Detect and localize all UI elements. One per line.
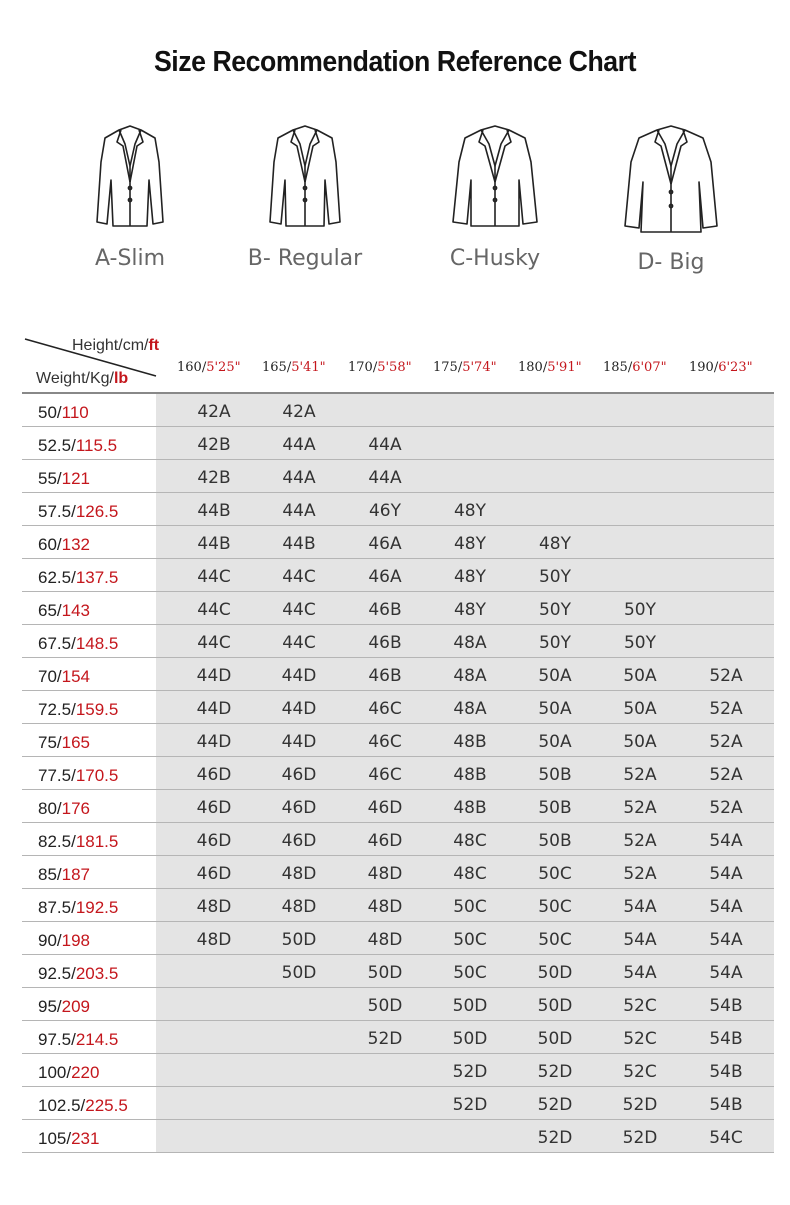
table-row bbox=[22, 790, 774, 823]
weight-kg: 62.5/ bbox=[38, 568, 76, 587]
height-cm: 160/ bbox=[177, 360, 207, 375]
size-cell: 52A bbox=[623, 765, 657, 785]
weight-cell bbox=[22, 955, 156, 987]
column-header-height bbox=[433, 360, 497, 375]
size-cell: 50Y bbox=[538, 600, 572, 620]
size-cell: 50A bbox=[538, 732, 572, 752]
size-cell: 42B bbox=[197, 468, 231, 488]
size-cell: 54A bbox=[623, 963, 657, 983]
weight-cell bbox=[22, 922, 156, 954]
size-cell: 50B bbox=[538, 765, 572, 785]
table-row bbox=[22, 988, 774, 1021]
size-cell: 50C bbox=[453, 963, 487, 983]
size-cell: 50C bbox=[538, 897, 572, 917]
size-cell: 54C bbox=[709, 1128, 743, 1148]
size-cell: 50C bbox=[538, 930, 572, 950]
size-cell: 54B bbox=[709, 1062, 743, 1082]
weight-kg: 70/ bbox=[38, 667, 62, 686]
weight-cell bbox=[22, 625, 156, 657]
size-cell: 50A bbox=[538, 666, 572, 686]
size-cell: 46B bbox=[368, 633, 402, 653]
weight-kg: 87.5/ bbox=[38, 898, 76, 917]
weight-cell bbox=[22, 658, 156, 690]
size-cell: 52D bbox=[367, 1029, 403, 1049]
height-axis-label: Height/cm/ft bbox=[72, 337, 160, 354]
table-row bbox=[22, 427, 774, 460]
size-cell: 46A bbox=[368, 534, 402, 554]
height-ft: 5'74" bbox=[462, 360, 497, 375]
size-cells-background bbox=[156, 394, 774, 426]
size-cell: 52A bbox=[709, 699, 743, 719]
size-cell: 50D bbox=[367, 963, 403, 983]
size-cell: 44D bbox=[196, 699, 232, 719]
size-cell: 44D bbox=[196, 666, 232, 686]
weight-cell bbox=[22, 1120, 156, 1152]
weight-cell bbox=[22, 823, 156, 855]
weight-kg: 90/ bbox=[38, 931, 62, 950]
weight-lb: 143 bbox=[61, 601, 91, 620]
size-cell: 54A bbox=[709, 930, 743, 950]
weight-kg: 55/ bbox=[38, 469, 62, 488]
weight-lb: 115.5 bbox=[75, 436, 118, 455]
size-cell: 52C bbox=[623, 1029, 657, 1049]
size-cell: 44C bbox=[197, 633, 231, 653]
weight-kg: 95/ bbox=[38, 997, 62, 1016]
size-cell: 44C bbox=[282, 633, 316, 653]
size-cell: 50A bbox=[538, 699, 572, 719]
size-cell: 46D bbox=[281, 798, 317, 818]
height-ft: 5'91" bbox=[547, 360, 582, 375]
size-cells-background bbox=[156, 460, 774, 492]
height-cm: 185/ bbox=[603, 360, 633, 375]
weight-kg: 105/ bbox=[38, 1129, 72, 1148]
size-cell: 46D bbox=[196, 864, 232, 884]
size-cell: 46Y bbox=[368, 501, 402, 521]
size-cell: 54A bbox=[709, 897, 743, 917]
table-row bbox=[22, 1120, 774, 1153]
size-cell: 54A bbox=[623, 930, 657, 950]
weight-cell bbox=[22, 559, 156, 591]
weight-kg: 82.5/ bbox=[38, 832, 76, 851]
height-ft: 5'25" bbox=[206, 360, 241, 375]
size-cell: 44C bbox=[282, 600, 316, 620]
weight-lb: 148.5 bbox=[75, 634, 119, 653]
size-cell: 48Y bbox=[453, 501, 487, 521]
size-cell: 52D bbox=[622, 1128, 658, 1148]
column-header-height bbox=[689, 360, 753, 375]
weight-cell bbox=[22, 394, 156, 426]
size-cell: 46A bbox=[368, 567, 402, 587]
size-cell: 50D bbox=[452, 1029, 488, 1049]
size-cell: 46D bbox=[367, 831, 403, 851]
size-cell: 46D bbox=[367, 798, 403, 818]
size-cell: 52D bbox=[537, 1095, 573, 1115]
column-header-height bbox=[348, 360, 412, 375]
jacket-big bbox=[586, 122, 756, 275]
table-row bbox=[22, 691, 774, 724]
size-cell: 44B bbox=[282, 534, 316, 554]
size-cell: 52A bbox=[623, 864, 657, 884]
size-cell: 52D bbox=[537, 1128, 573, 1148]
weight-kg: 75/ bbox=[38, 733, 62, 752]
size-cell: 50B bbox=[538, 798, 572, 818]
weight-cell bbox=[22, 790, 156, 822]
size-cell: 46D bbox=[281, 765, 317, 785]
table-row bbox=[22, 526, 774, 559]
weight-cell bbox=[22, 1087, 156, 1119]
size-cell: 48D bbox=[196, 897, 232, 917]
size-cell: 48Y bbox=[538, 534, 572, 554]
weight-lb: 121 bbox=[61, 469, 91, 488]
size-cell: 48Y bbox=[453, 600, 487, 620]
table-row bbox=[22, 856, 774, 889]
size-cell: 52D bbox=[452, 1095, 488, 1115]
weight-cell bbox=[22, 427, 156, 459]
size-cell: 50C bbox=[538, 864, 572, 884]
size-cell: 44A bbox=[282, 501, 316, 521]
size-cell: 50D bbox=[537, 963, 573, 983]
table-row bbox=[22, 559, 774, 592]
size-cell: 52D bbox=[622, 1095, 658, 1115]
table-row bbox=[22, 889, 774, 922]
height-ft: 6'07" bbox=[632, 360, 667, 375]
size-cell: 48D bbox=[281, 897, 317, 917]
size-cell: 52A bbox=[709, 798, 743, 818]
weight-cell bbox=[22, 889, 156, 921]
size-cell: 44D bbox=[281, 666, 317, 686]
height-cm: 165/ bbox=[262, 360, 292, 375]
size-cell: 44B bbox=[197, 501, 231, 521]
size-cell: 50D bbox=[281, 963, 317, 983]
table-row bbox=[22, 1087, 774, 1120]
jacket-label: D- Big bbox=[637, 250, 705, 275]
weight-kg: 102.5/ bbox=[38, 1096, 86, 1115]
weight-cell bbox=[22, 691, 156, 723]
weight-cell bbox=[22, 526, 156, 558]
size-cell: 52C bbox=[623, 996, 657, 1016]
regular-jacket-icon bbox=[258, 122, 352, 232]
table-header bbox=[22, 330, 774, 392]
table-row bbox=[22, 394, 774, 427]
size-cell: 52D bbox=[452, 1062, 488, 1082]
jacket-label: C-Husky bbox=[449, 246, 541, 271]
size-cells-background bbox=[156, 1120, 774, 1152]
height-cm: 180/ bbox=[518, 360, 548, 375]
size-cell: 44A bbox=[282, 435, 316, 455]
weight-cell bbox=[22, 1021, 156, 1053]
weight-lb: 137.5 bbox=[75, 568, 119, 587]
height-cm: 175/ bbox=[433, 360, 463, 375]
slim-jacket-icon bbox=[85, 122, 175, 232]
size-cell: 54A bbox=[623, 897, 657, 917]
size-cell: 54B bbox=[709, 1095, 743, 1115]
size-cell: 50D bbox=[537, 996, 573, 1016]
size-cell: 48D bbox=[281, 864, 317, 884]
size-cell: 48Y bbox=[453, 567, 487, 587]
table-row bbox=[22, 1054, 774, 1087]
weight-kg: 57.5/ bbox=[38, 502, 76, 521]
jacket-slim bbox=[45, 122, 215, 271]
size-cell: 48C bbox=[453, 864, 487, 884]
table-row bbox=[22, 493, 774, 526]
jacket-husky bbox=[410, 122, 580, 271]
size-cell: 52A bbox=[709, 666, 743, 686]
weight-cell bbox=[22, 988, 156, 1020]
height-ft: 5'41" bbox=[291, 360, 326, 375]
size-cell: 50Y bbox=[538, 633, 572, 653]
table-row bbox=[22, 658, 774, 691]
weight-axis-label: Weight/Kg/lb bbox=[36, 370, 129, 387]
weight-cell bbox=[22, 757, 156, 789]
size-cell: 54A bbox=[709, 963, 743, 983]
weight-lb: 231 bbox=[71, 1129, 100, 1148]
weight-lb: 225.5 bbox=[85, 1096, 128, 1115]
table-row bbox=[22, 922, 774, 955]
weight-cell bbox=[22, 724, 156, 756]
size-cell: 44A bbox=[368, 468, 402, 488]
table-row bbox=[22, 1021, 774, 1054]
size-table bbox=[22, 392, 774, 1153]
size-cell: 48A bbox=[453, 633, 487, 653]
size-cell: 44C bbox=[282, 567, 316, 587]
weight-lb: 126.5 bbox=[75, 502, 119, 521]
size-cell: 52A bbox=[709, 765, 743, 785]
weight-cell bbox=[22, 856, 156, 888]
size-cell: 50B bbox=[538, 831, 572, 851]
size-cell: 44D bbox=[281, 699, 317, 719]
size-cell: 50D bbox=[537, 1029, 573, 1049]
size-cell: 54A bbox=[709, 831, 743, 851]
table-row bbox=[22, 724, 774, 757]
weight-lb: 154 bbox=[61, 667, 91, 686]
weight-kg: 92.5/ bbox=[38, 964, 76, 983]
size-cell: 44D bbox=[196, 732, 232, 752]
size-cell: 52A bbox=[623, 831, 657, 851]
weight-lb: 132 bbox=[61, 535, 91, 554]
weight-kg: 72.5/ bbox=[38, 700, 76, 719]
size-cell: 52A bbox=[709, 732, 743, 752]
size-cell: 42A bbox=[282, 402, 316, 422]
size-cell: 50A bbox=[623, 732, 657, 752]
size-cell: 46D bbox=[196, 831, 232, 851]
size-cell: 46D bbox=[281, 831, 317, 851]
size-cells-background bbox=[156, 427, 774, 459]
jacket-fit-types bbox=[0, 122, 790, 292]
size-cell: 50D bbox=[281, 930, 317, 950]
weight-lb: 165 bbox=[61, 733, 91, 752]
table-row bbox=[22, 955, 774, 988]
size-cell: 46C bbox=[368, 765, 402, 785]
size-cell: 44C bbox=[197, 567, 231, 587]
size-cell: 52A bbox=[623, 798, 657, 818]
weight-kg: 100/ bbox=[38, 1063, 72, 1082]
page-title: Size Recommendation Reference Chart bbox=[153, 46, 637, 78]
weight-lb: 181.5 bbox=[75, 832, 119, 851]
jacket-label: B- Regular bbox=[247, 246, 363, 271]
weight-kg: 97.5/ bbox=[38, 1030, 76, 1049]
size-cell: 46D bbox=[196, 798, 232, 818]
height-cm: 190/ bbox=[689, 360, 719, 375]
jacket-regular bbox=[220, 122, 390, 271]
size-cell: 46B bbox=[368, 666, 402, 686]
husky-jacket-icon bbox=[443, 122, 547, 232]
size-cell: 48D bbox=[367, 930, 403, 950]
weight-cell bbox=[22, 493, 156, 525]
table-row bbox=[22, 757, 774, 790]
size-cell: 50C bbox=[453, 930, 487, 950]
size-cell: 54B bbox=[709, 996, 743, 1016]
weight-lb: 220 bbox=[71, 1063, 100, 1082]
weight-cell bbox=[22, 592, 156, 624]
size-cell: 48B bbox=[453, 765, 487, 785]
weight-lb: 159.5 bbox=[75, 700, 119, 719]
size-cell: 48Y bbox=[453, 534, 487, 554]
weight-lb: 203.5 bbox=[75, 964, 119, 983]
height-cm: 170/ bbox=[348, 360, 378, 375]
jacket-label: A-Slim bbox=[94, 246, 166, 271]
weight-lb: 110 bbox=[61, 403, 89, 422]
size-cell: 46C bbox=[368, 732, 402, 752]
size-cell: 50C bbox=[453, 897, 487, 917]
weight-kg: 80/ bbox=[38, 799, 62, 818]
weight-lb: 209 bbox=[61, 997, 91, 1016]
weight-cell bbox=[22, 460, 156, 492]
weight-kg: 52.5/ bbox=[38, 436, 76, 455]
size-cell: 48B bbox=[453, 798, 487, 818]
size-cell: 44A bbox=[368, 435, 402, 455]
size-cell: 50Y bbox=[623, 633, 657, 653]
weight-lb: 187 bbox=[61, 865, 91, 884]
weight-lb: 170.5 bbox=[75, 766, 119, 785]
height-ft: 6'23" bbox=[718, 360, 753, 375]
weight-cell bbox=[22, 1054, 156, 1086]
column-header-height bbox=[518, 360, 582, 375]
size-cell: 46B bbox=[368, 600, 402, 620]
size-cell: 48D bbox=[367, 864, 403, 884]
weight-kg: 65/ bbox=[38, 601, 62, 620]
weight-lb: 214.5 bbox=[75, 1030, 119, 1049]
table-row bbox=[22, 625, 774, 658]
weight-lb: 198 bbox=[61, 931, 91, 950]
weight-kg: 77.5/ bbox=[38, 766, 76, 785]
column-header-height bbox=[177, 360, 241, 375]
size-cell: 50Y bbox=[623, 600, 657, 620]
size-cell: 44C bbox=[197, 600, 231, 620]
weight-kg: 60/ bbox=[38, 535, 62, 554]
table-row bbox=[22, 460, 774, 493]
column-header-height bbox=[603, 360, 667, 375]
table-row bbox=[22, 592, 774, 625]
size-cell: 52C bbox=[623, 1062, 657, 1082]
size-cell: 50A bbox=[623, 666, 657, 686]
weight-lb: 176 bbox=[61, 799, 91, 818]
size-cell: 44A bbox=[282, 468, 316, 488]
size-cell: 50Y bbox=[538, 567, 572, 587]
height-ft: 5'58" bbox=[377, 360, 412, 375]
column-header-height bbox=[262, 360, 326, 375]
big-jacket-icon bbox=[617, 122, 725, 236]
size-cell: 54B bbox=[709, 1029, 743, 1049]
table-row bbox=[22, 823, 774, 856]
weight-kg: 50/ bbox=[38, 403, 62, 422]
size-cell: 42A bbox=[197, 402, 231, 422]
size-cell: 44B bbox=[197, 534, 231, 554]
size-cell: 46D bbox=[196, 765, 232, 785]
weight-lb: 192.5 bbox=[75, 898, 119, 917]
size-cell: 42B bbox=[197, 435, 231, 455]
size-cell: 46C bbox=[368, 699, 402, 719]
size-cell: 48B bbox=[453, 732, 487, 752]
size-cell: 54A bbox=[709, 864, 743, 884]
size-cell: 52D bbox=[537, 1062, 573, 1082]
weight-kg: 67.5/ bbox=[38, 634, 76, 653]
size-cell: 48A bbox=[453, 699, 487, 719]
size-cell: 48C bbox=[453, 831, 487, 851]
weight-kg: 85/ bbox=[38, 865, 62, 884]
size-cell: 48D bbox=[196, 930, 232, 950]
size-cell: 50A bbox=[623, 699, 657, 719]
size-cell: 48D bbox=[367, 897, 403, 917]
size-cell: 50D bbox=[367, 996, 403, 1016]
size-cell: 50D bbox=[452, 996, 488, 1016]
size-cell: 48A bbox=[453, 666, 487, 686]
size-cell: 44D bbox=[281, 732, 317, 752]
